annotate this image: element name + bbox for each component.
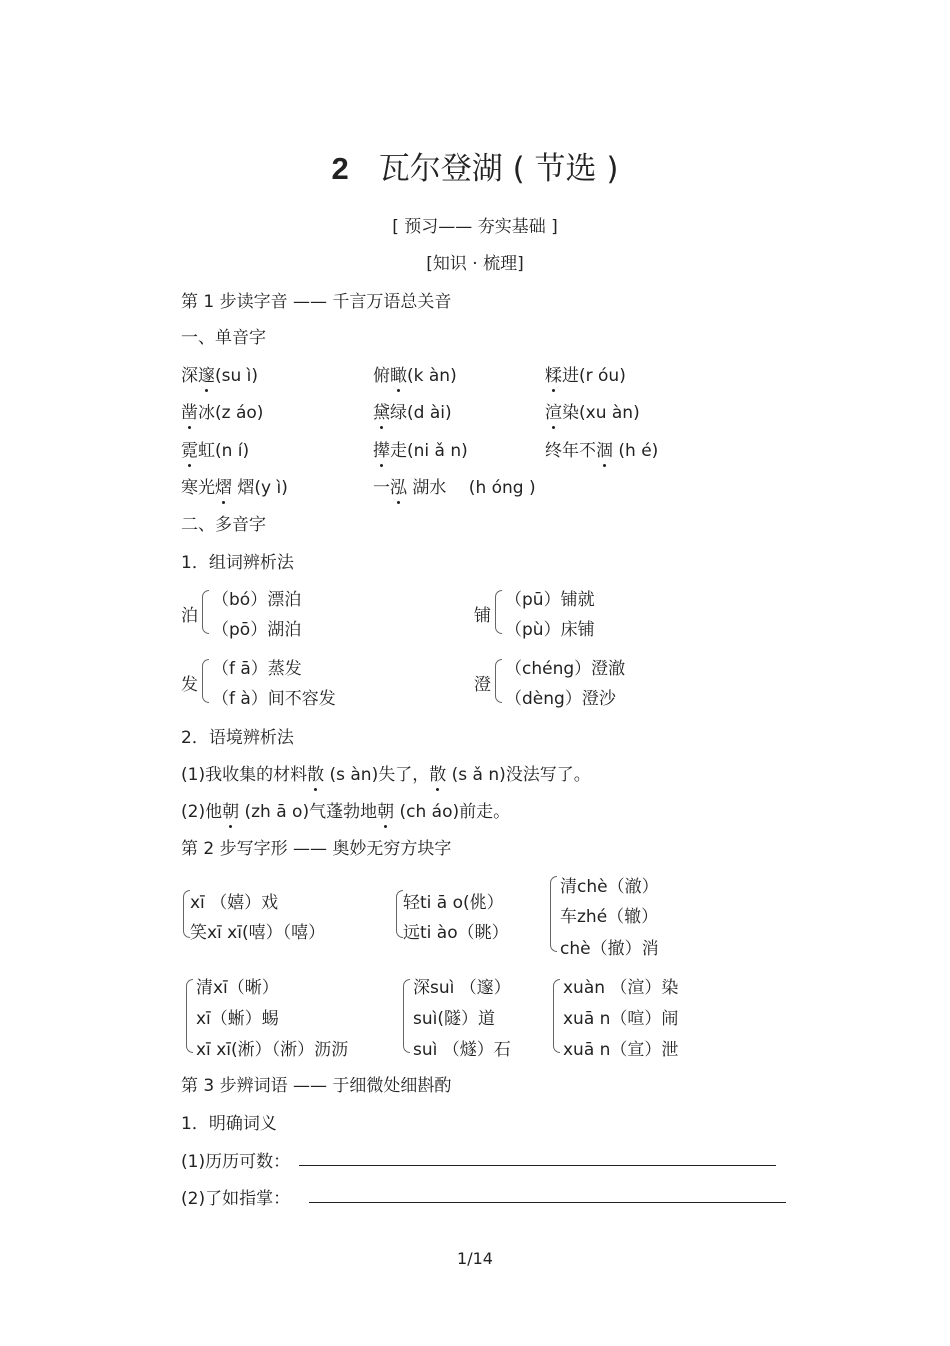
poly-reading: （bó）漂泊	[212, 590, 302, 610]
brace	[550, 876, 557, 952]
single-char-item: 寒光熠 熠(y ì)	[181, 473, 288, 498]
single-char-item: 霓虹(n í)	[181, 436, 249, 461]
form-line: 车zhé（辙）	[560, 907, 659, 927]
brace	[553, 979, 560, 1053]
poly-char: 铺	[474, 606, 491, 626]
context-sentence-2: (2)他朝 (zh ā o)气蓬勃地朝 (ch áo)前走。	[181, 797, 510, 822]
preview-heading: [ 预习—— 夯实基础 ]	[392, 217, 558, 237]
poly-char: 发	[181, 675, 198, 695]
poly-reading: （chéng）澄澈	[505, 659, 626, 679]
step2-heading: 第 2 步写字形 —— 奥妙无穷方块字	[181, 839, 452, 859]
form-line: xī （嬉）戏	[190, 893, 279, 913]
form-line: 轻ti ā o(佻）	[403, 893, 504, 913]
brace	[403, 979, 410, 1053]
poly-reading: （f à）间不容发	[212, 689, 336, 709]
page-title	[0, 143, 950, 188]
single-char-item: 深邃(su ì)	[181, 361, 258, 386]
question-2-label: (2)了如指掌：	[181, 1189, 291, 1209]
brace	[186, 979, 193, 1053]
single-char-item: 终年不涸 (h é)	[545, 436, 658, 461]
single-char-item: 渲染(xu àn)	[545, 398, 640, 423]
single-char-item: 一泓 湖水 (h óng )	[373, 473, 536, 498]
form-line: xuā n（喧）闹	[563, 1009, 679, 1029]
form-line: 深suì （邃）	[413, 978, 511, 998]
form-line: xuàn （渲）染	[563, 978, 679, 998]
single-char-heading: 一、单音字	[181, 328, 266, 348]
page-number: 1/14	[457, 1249, 493, 1268]
context-sentence-1: (1)我收集的材料散 (s àn)失了，散 (s ǎ n)没法写了。	[181, 760, 591, 785]
brace	[183, 890, 190, 938]
poly-reading: （f ā）蒸发	[212, 659, 302, 679]
step1-heading: 第 1 步读字音 —— 千言万语总关音	[181, 292, 452, 312]
form-line: 远ti ào（眺）	[403, 923, 509, 943]
answer-blank-1[interactable]	[299, 1165, 776, 1166]
form-line: 笑xī xī(嘻）（嘻）	[190, 923, 326, 943]
lesson-number: 2	[331, 151, 349, 186]
form-line: chè（撤）消	[560, 939, 659, 959]
lesson-title: 瓦尔登湖 ( 节选 )	[378, 151, 619, 187]
poly-reading: （pō）湖泊	[212, 620, 302, 640]
step3-subheading: 1．明确词义	[181, 1114, 277, 1134]
form-line: 清xī（晰）	[196, 978, 279, 998]
single-char-item: 撵走(ni ǎ n)	[373, 436, 468, 461]
form-line: 清chè（澈）	[560, 877, 659, 897]
single-char-item: 糅进(r óu)	[545, 361, 626, 386]
method1-heading: 1．组词辨析法	[181, 553, 294, 573]
form-line: xī xī(淅）（淅）沥沥	[196, 1040, 349, 1060]
question-1-label: (1)历历可数：	[181, 1152, 291, 1172]
brace	[495, 590, 502, 634]
brace	[495, 659, 502, 703]
poly-reading: （pù）床铺	[505, 620, 595, 640]
answer-blank-2[interactable]	[309, 1202, 786, 1203]
single-char-item: 黛绿(d ài)	[373, 398, 452, 423]
form-line: xuā n（宣）泄	[563, 1040, 679, 1060]
poly-char-heading: 二、多音字	[181, 515, 266, 535]
single-char-item: 俯瞰(k àn)	[373, 361, 457, 386]
poly-char: 澄	[474, 675, 491, 695]
poly-reading: （dèng）澄沙	[505, 689, 616, 709]
form-line: suì （燧）石	[413, 1040, 511, 1060]
step3-heading: 第 3 步辨词语 —— 于细微处细斟酌	[181, 1076, 452, 1096]
form-line: xī（蜥）蜴	[196, 1009, 279, 1029]
form-line: suì(隧）道	[413, 1009, 495, 1029]
poly-reading: （pū）铺就	[505, 590, 595, 610]
brace	[202, 590, 209, 634]
brace	[202, 659, 209, 703]
poly-char: 泊	[181, 606, 198, 626]
method2-heading: 2．语境辨析法	[181, 728, 294, 748]
brace	[396, 890, 403, 938]
knowledge-heading: [知识 · 梳理]	[426, 254, 524, 274]
single-char-item: 凿冰(z áo)	[181, 398, 263, 423]
